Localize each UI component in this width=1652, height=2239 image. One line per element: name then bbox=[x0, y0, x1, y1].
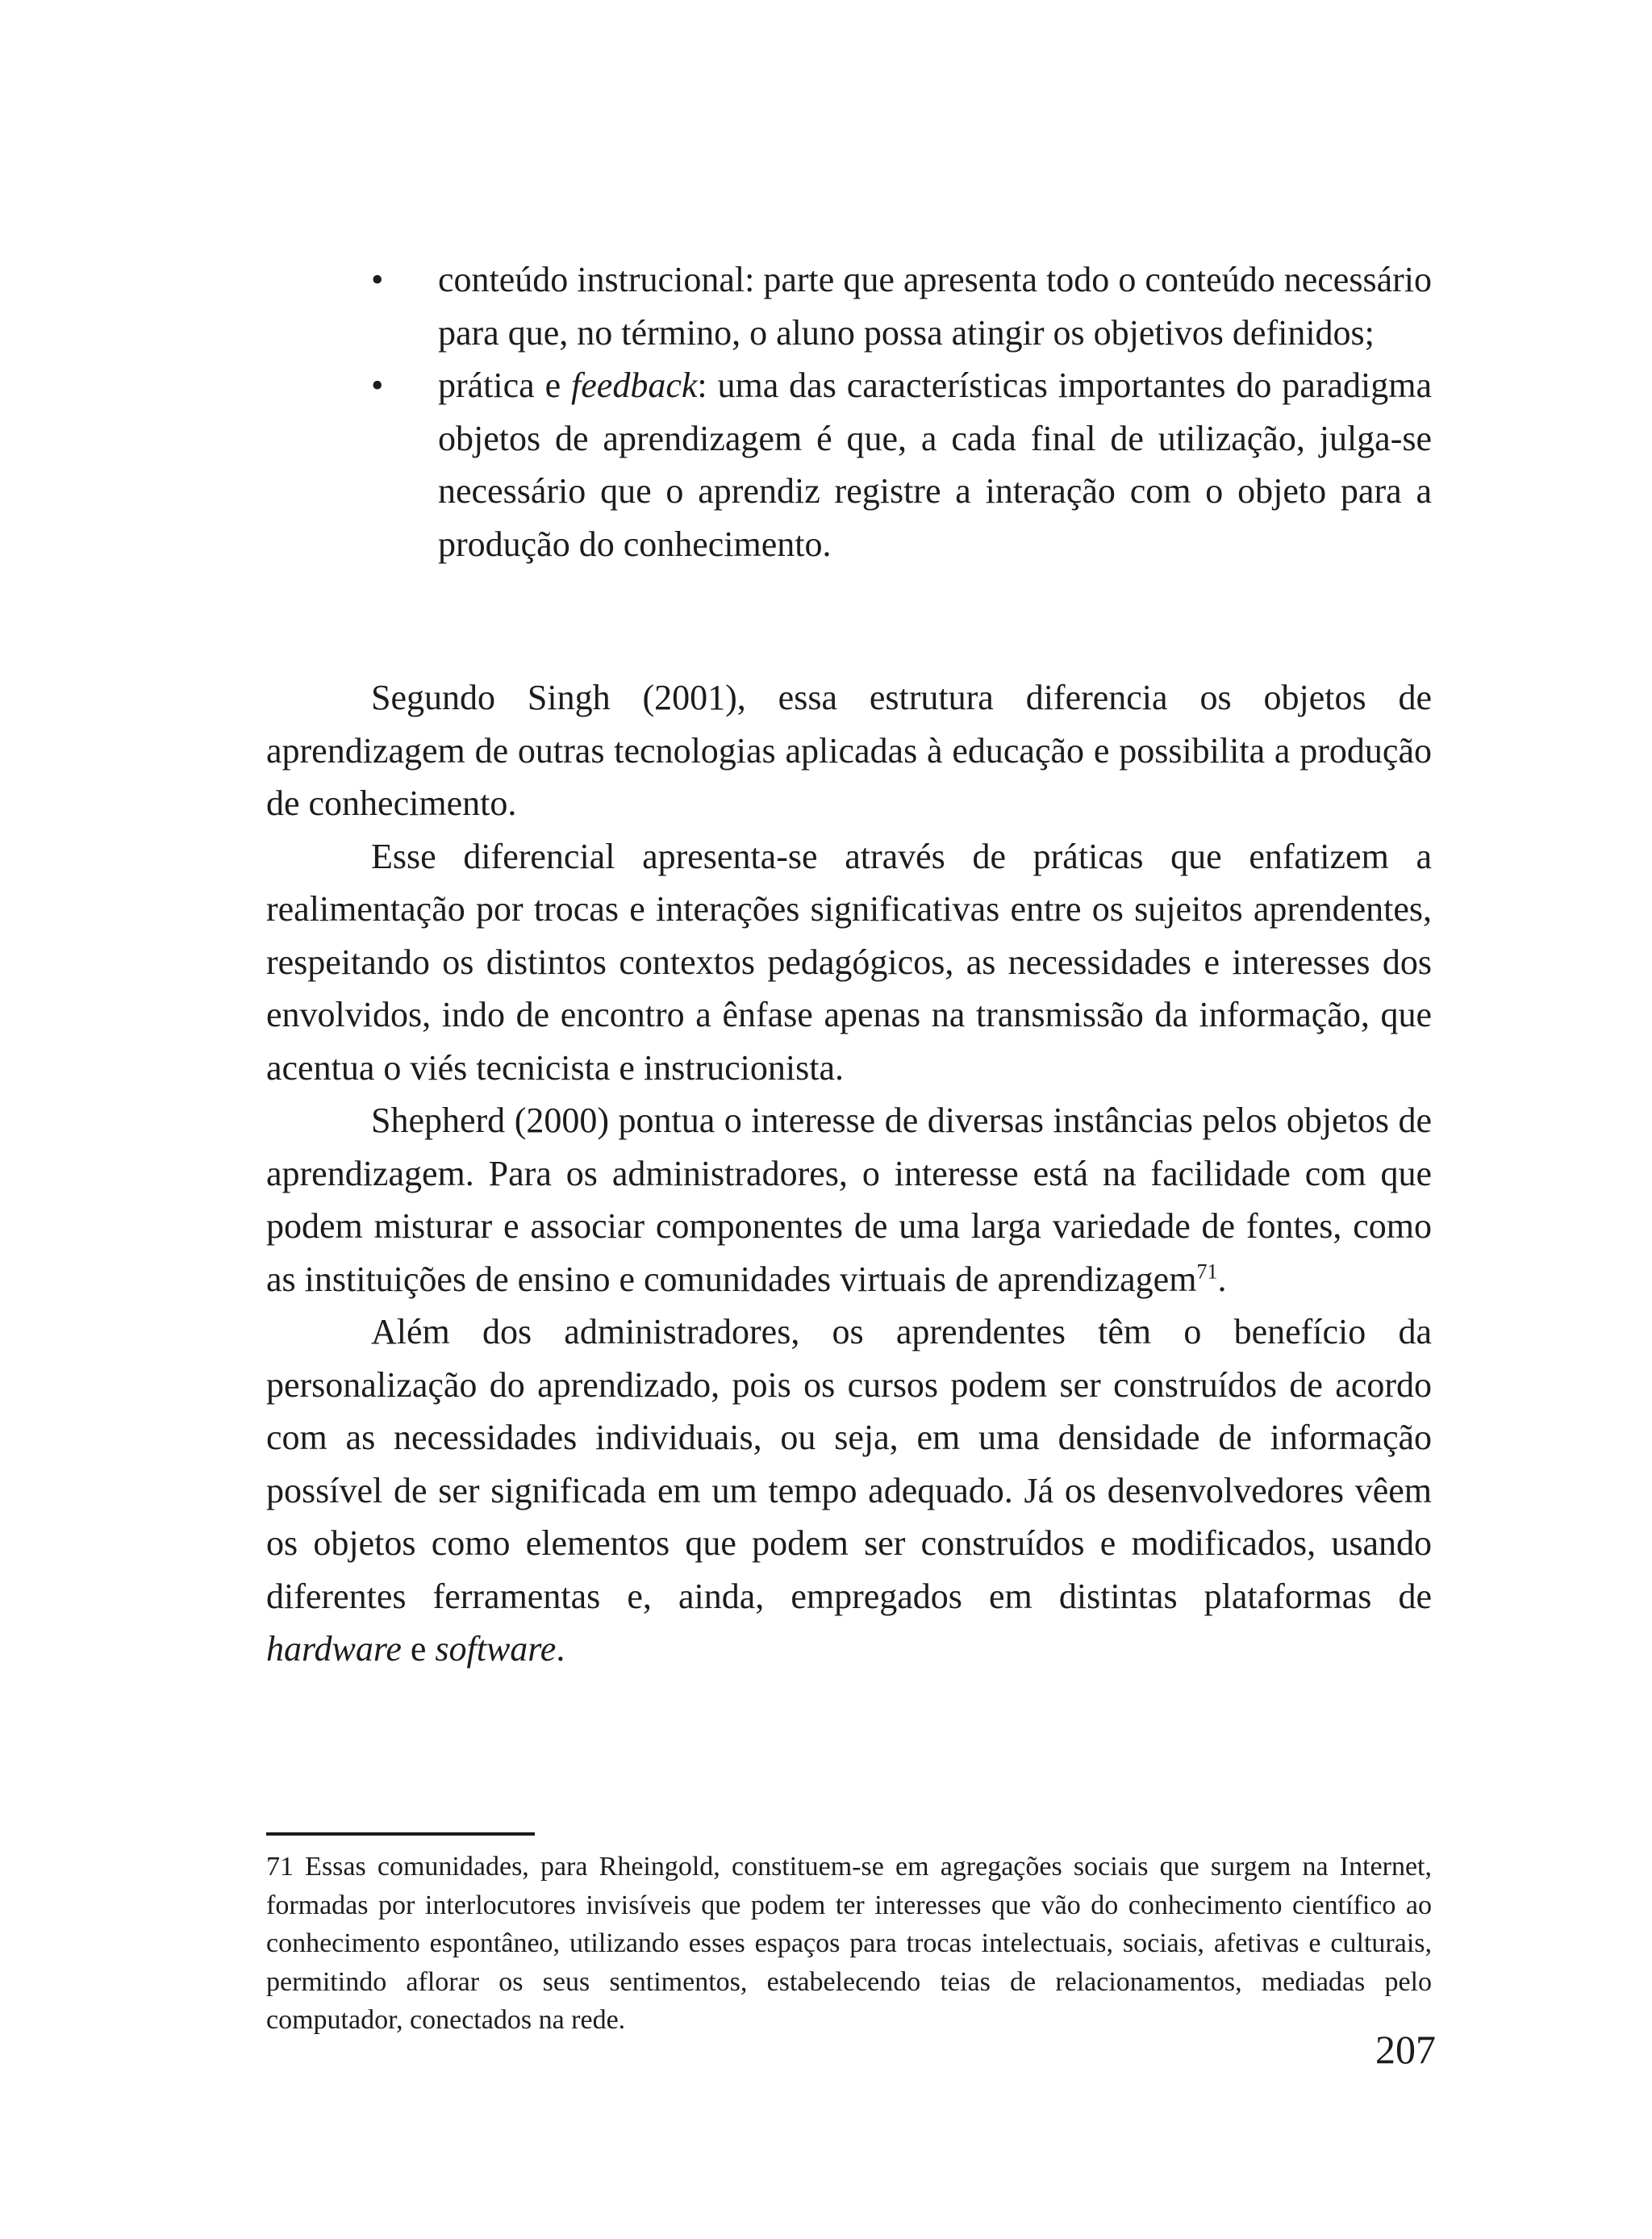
page-number: 207 bbox=[1375, 2027, 1436, 2072]
paragraph-administradores bbox=[266, 1305, 1432, 1676]
bullet-list bbox=[266, 253, 1432, 570]
bullet-text-suffix: : uma das características importantes do paradigma objetos de aprendizagem é que, a cada final de utilização, julga-se necessário que o aprendiz registre a interação com o objeto para a produção do conhecimento. bbox=[438, 366, 1432, 564]
bullet-text-prefix: prática e bbox=[438, 366, 572, 405]
main-text bbox=[266, 671, 1432, 1676]
bullet-item-practice-feedback bbox=[266, 359, 1432, 570]
bullet-text: conteúdo instrucional: parte que apresenta todo o conteúdo necessário para que, no término, o aluno possa atingir os objetivos definidos; bbox=[438, 260, 1432, 353]
paragraph-shepherd-end: . bbox=[1217, 1259, 1227, 1299]
bullet-mark: • bbox=[371, 366, 384, 405]
paragraph-administradores-text: Além dos administradores, os aprendentes têm o benefício da personalização do aprendizado, pois os cursos podem ser construídos de acordo com as necessidades individuais, ou seja, em uma densidade de informação possível de ser significada em um tempo adequado. Já os desenvolvedores vêem os objetos como elementos que podem ser construídos e modificados, usando diferentes ferramentas e, ainda, empregados em distintas plataformas de bbox=[266, 1312, 1432, 1616]
paragraph-shepherd bbox=[266, 1094, 1432, 1305]
bullet-mark: • bbox=[371, 260, 384, 299]
paragraph-diferencial: Esse diferencial apresenta-se através de práticas que enfatizem a realimentação por trocas e interações significativas entre os sujeitos aprendentes, respeitando os distintos contextos pedagógicos, as necessidades e interesses dos envolvidos, indo de encontro a ênfase apenas na transmissão da informação, que acentua o viés tecnicista e instrucionista. bbox=[266, 836, 1432, 1088]
footnote-71: 71 Essas comunidades, para Rheingold, constituem-se em agregações sociais que surgem na Internet, formadas por interlocutores invisíveis que podem ter interesses que vão do conhecimento científico ao conhecimento espontâneo, utilizando esses espaços para trocas intelectuais, sociais, afetivas e culturais, permitindo aflorar os seus sentimentos, estabelecendo teias de relacionamentos, mediadas pelo computador, conectados na rede. bbox=[266, 1852, 1432, 2035]
footnote-reference[interactable]: 71 bbox=[1196, 1259, 1218, 1283]
paragraph-shepherd-text: Shepherd (2000) pontua o interesse de diversas instâncias pelos objetos de aprendizagem. Para os administradores, o interesse está na facilidade com que podem misturar e associar componentes de uma larga variedade de fontes, como as instituições de ensino e comunidades virtuais de aprendizagem bbox=[266, 1101, 1432, 1299]
italic-software: software bbox=[435, 1629, 557, 1669]
footnote-divider bbox=[266, 1832, 535, 1836]
italic-hardware: hardware bbox=[266, 1629, 402, 1669]
bullet-item-instructional-content bbox=[266, 253, 1432, 359]
conjunction: e bbox=[401, 1629, 436, 1669]
paragraph-singh: Segundo Singh (2001), essa estrutura diferencia os objetos de aprendizagem de outras tecnologias aplicadas à educação e possibilita a produção de conhecimento. bbox=[266, 678, 1432, 823]
paragraph-end: . bbox=[556, 1629, 565, 1669]
bullet-text-italic: feedback bbox=[571, 366, 698, 405]
